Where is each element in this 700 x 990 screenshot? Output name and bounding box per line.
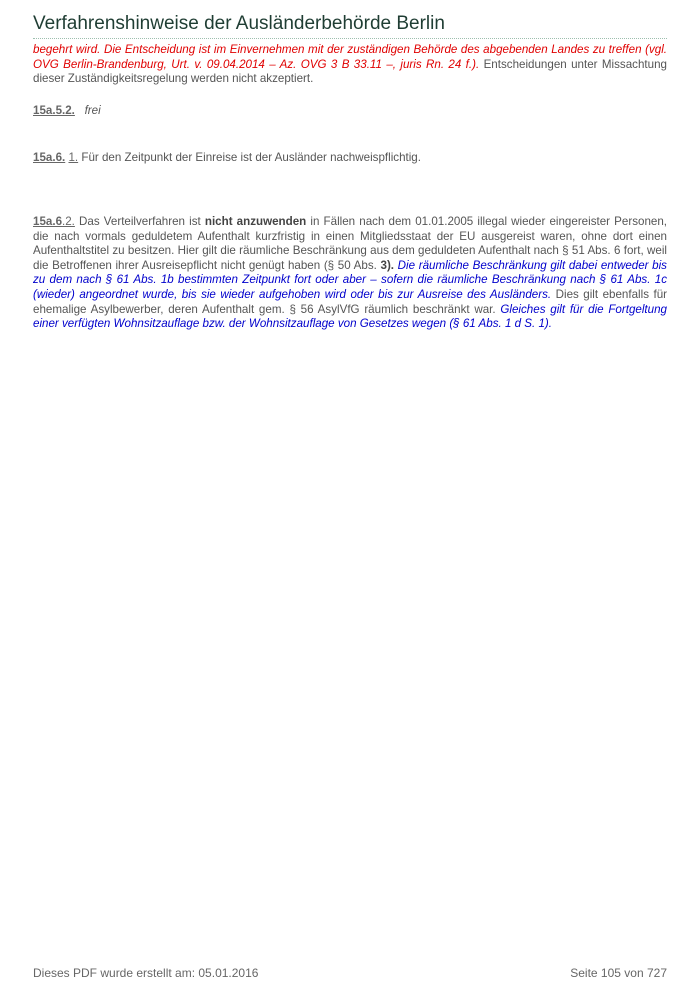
subsection-number: .2.: [62, 215, 75, 228]
footer-created-date: Dieses PDF wurde erstellt am: 05.01.2016: [33, 966, 259, 980]
header-divider: [33, 38, 667, 39]
amended-text-red: begehrt wird. Die Entscheidung ist im Einvernehmen mit der zuständigen Behörde des abgebenden Landes zu treffen (vgl. OVG Berlin-Brandenburg, Urt. v. 09.04.2014 – Az. OVG 3 B 33.11 –, juris Rn. 24 f.).: [33, 43, 667, 71]
paragraph-text: Entscheidungen unter Missachtung dieser Zuständigkeitsregelung werden nicht akzeptiert.: [33, 57, 667, 86]
paragraph-text: Dies gilt ebenfalls für ehemalige Asylbewerber, deren Aufenthalt gem. § 56 AsylVfG räumlich beschränkt war.: [33, 287, 667, 316]
emphasis-text: 3).: [380, 258, 395, 272]
paragraph-text: in Fällen nach dem 01.01.2005 illegal wieder eingereister Personen, die nach vormals geduldetem Aufenthalt kurzfristig in einen Mitgliedsstaat der EU ausgereist waren, ohne dort einen Aufenthaltstitel zu besitzen. Hier gilt die räumliche Beschränkung aus dem geduldeten Aufenthalt nach § 51 Abs. 6 fort, weil die Betroffenen ihrer Ausreisepflicht nicht genügt haben (§ 50 Abs.: [33, 215, 668, 272]
paragraph-text: frei: [84, 104, 101, 117]
section-number: 15a.5.2.: [33, 104, 75, 117]
amended-text-blue: Gleiches gilt für die Fortgeltung einer verfügten Wohnsitzauflage bzw. der Wohnsitzauflage von Gesetzes wegen (§ 61 Abs. 1 d S. 1).: [33, 302, 668, 331]
paragraph-continuation: [33, 43, 667, 87]
amended-text-blue: Die räumliche Beschränkung gilt dabei entweder bis zu dem nach § 61 Abs. 1b bestimmten Zeitpunkt fort oder aber – sofern die räumliche Beschränkung nach § 61 Abs. 1c (wieder) angeordnet wurde, bis sie wieder aufgehoben wird oder bis zur Ausreise des Ausländers.: [33, 258, 667, 301]
paragraph-15a-6-1: [33, 151, 667, 166]
paragraph-text: Für den Zeitpunkt der Einreise ist der Ausländer nachweispflichtig.: [78, 151, 421, 164]
emphasis-text: nicht anzuwenden: [204, 215, 307, 228]
section-number: 15a.6.: [33, 151, 66, 164]
footer-page-number: Seite 105 von 727: [570, 966, 667, 980]
section-number: 15a.6: [33, 215, 63, 228]
page-header-title: Verfahrenshinweise der Ausländerbehörde Berlin: [33, 13, 445, 34]
paragraph-text: Das Verteilverfahren ist: [74, 215, 205, 228]
paragraph-15a-6-2: [33, 215, 667, 332]
subsection-number: 1.: [68, 151, 79, 164]
paragraph-15a-5-2: [33, 104, 667, 119]
